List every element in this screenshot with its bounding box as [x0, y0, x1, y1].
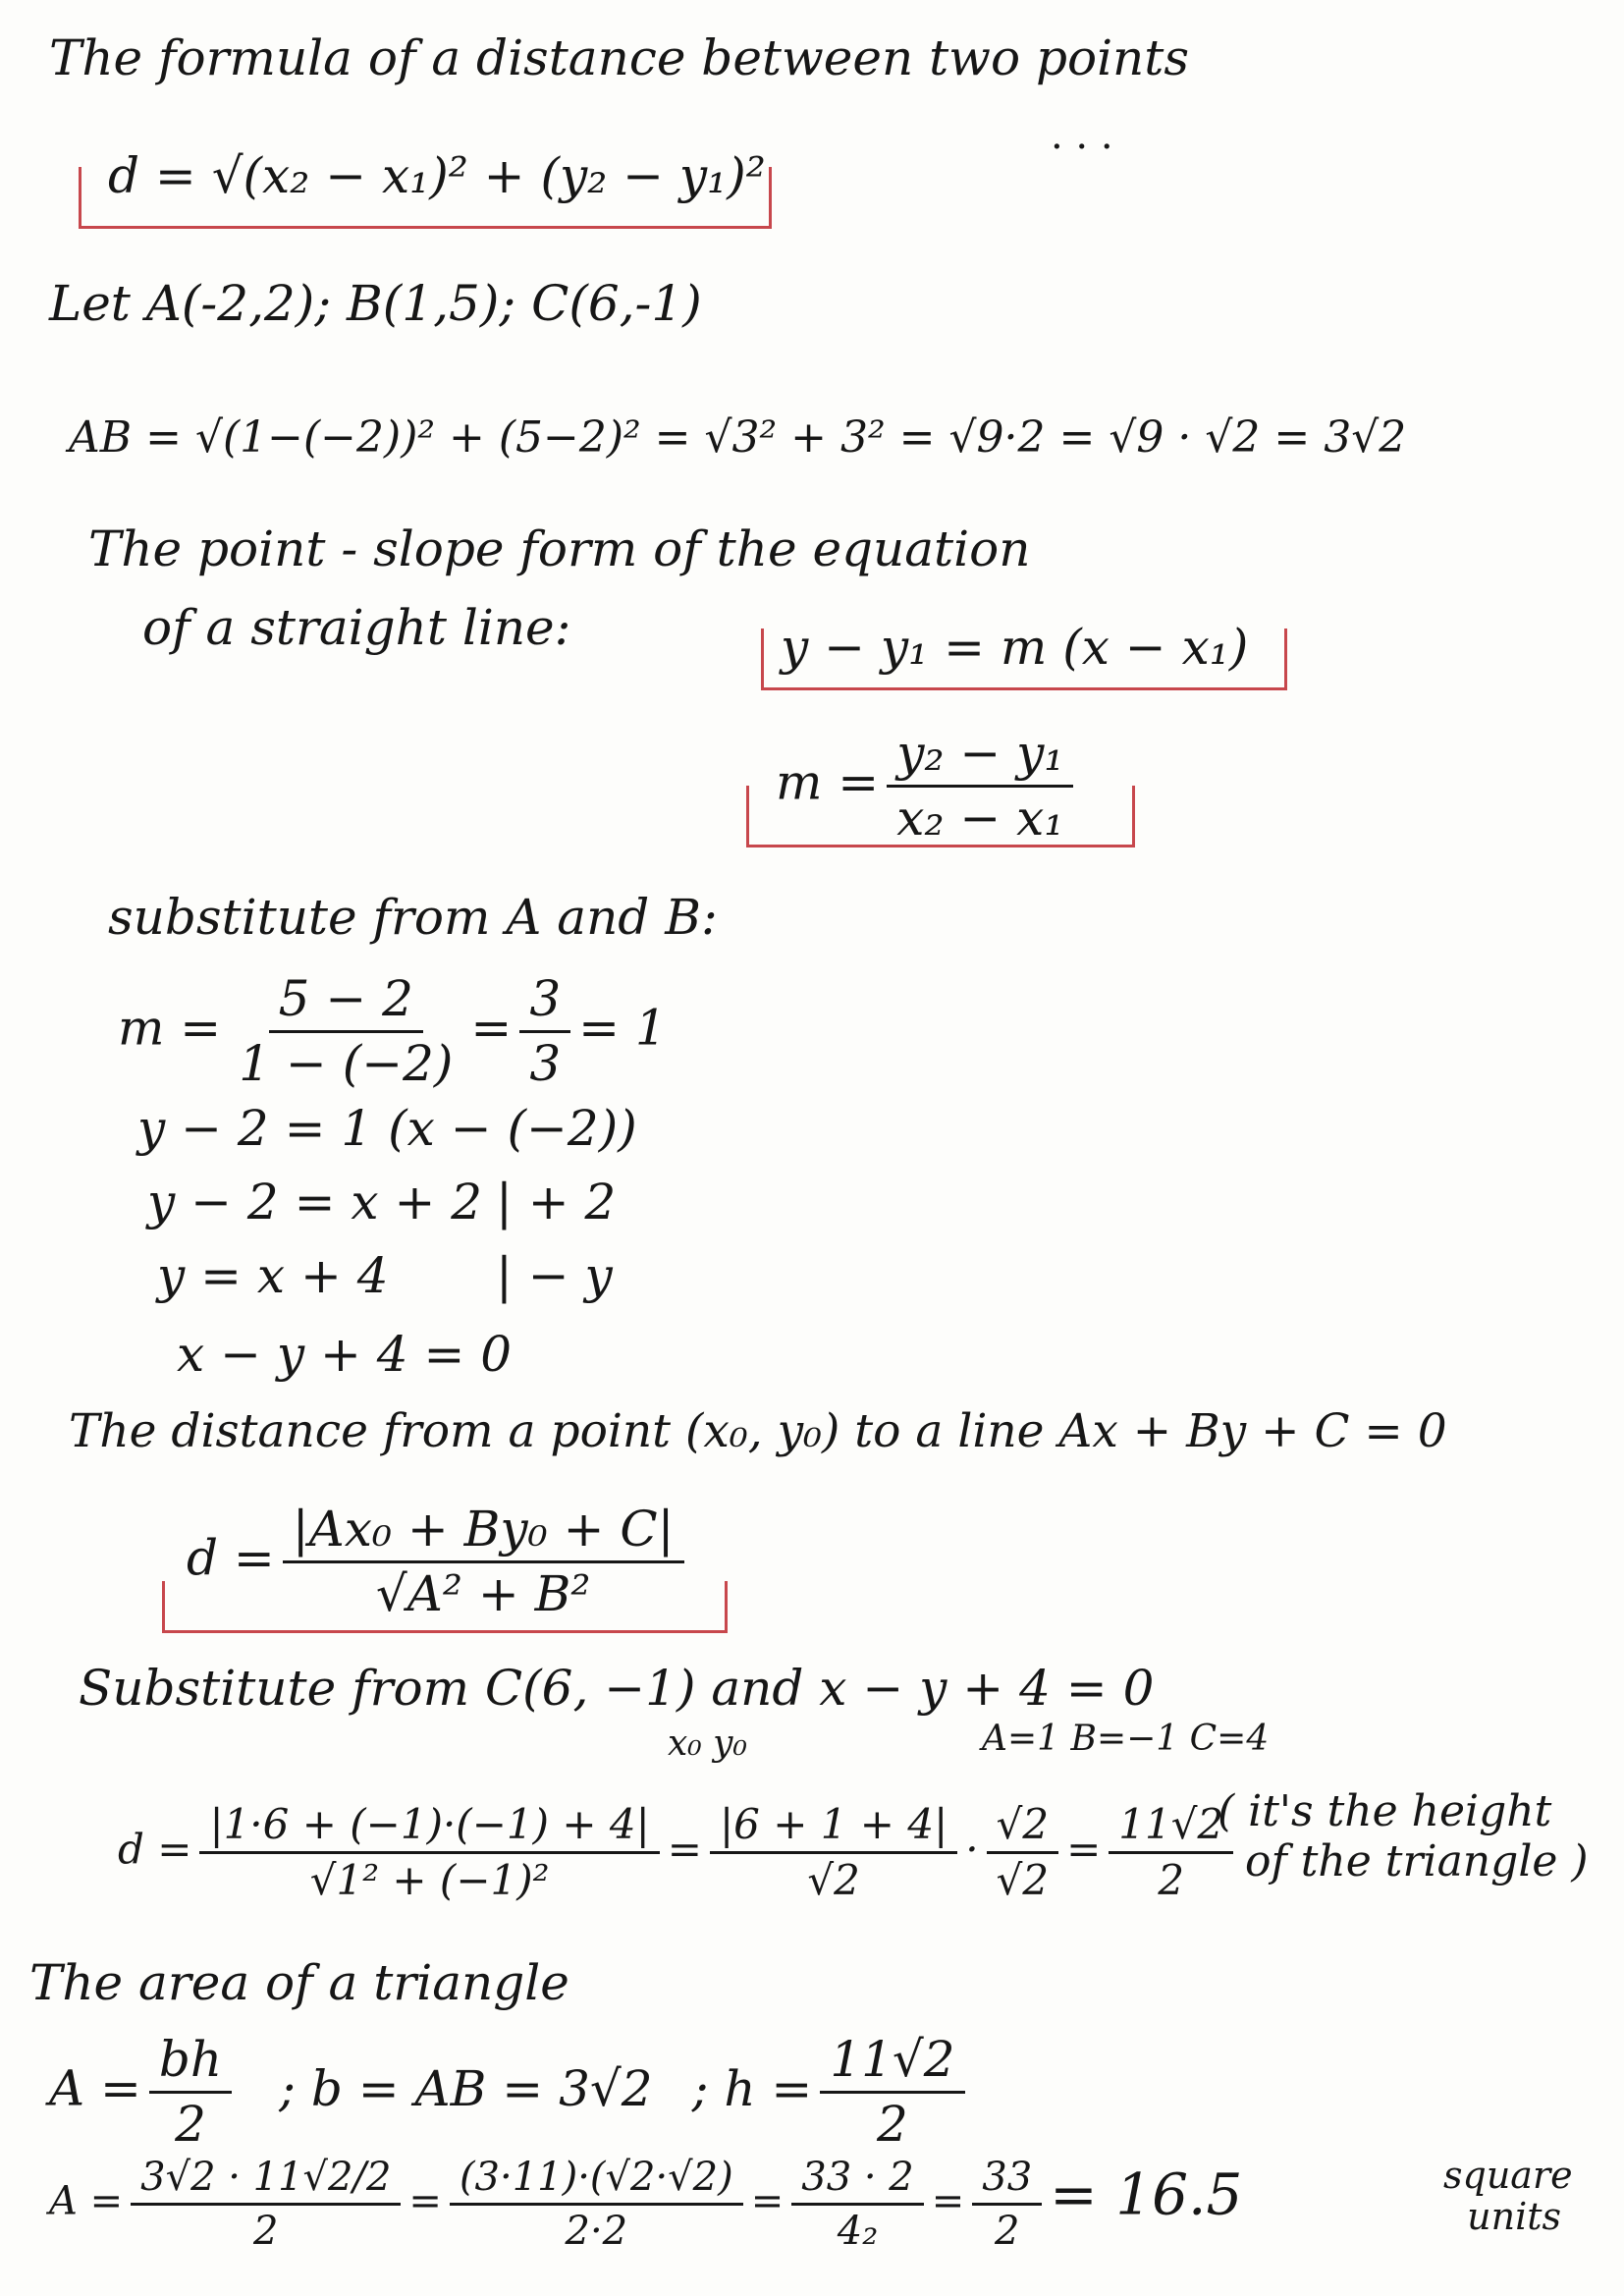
area-calculation — [49, 2156, 1242, 2253]
step-4: x − y + 4 = 0 — [177, 1326, 513, 1383]
m-equals: = — [470, 999, 513, 1057]
m-numerator-1: 5 − 2 — [269, 972, 423, 1033]
area-A-label: A = — [49, 2059, 141, 2117]
sub-labels-abc: A=1 B=−1 C=4 — [982, 1719, 1270, 1759]
highlight-box-dpl — [162, 1581, 728, 1633]
final-equals-1: = — [408, 2178, 442, 2224]
dcalc-fraction-2 — [710, 1802, 957, 1903]
point-slope-formula: y − y₁ = m (x − x₁) — [781, 619, 1249, 676]
highlight-box-distance — [79, 167, 772, 229]
final-numerator-3: 33 · 2 — [791, 2156, 924, 2206]
final-fraction-4 — [972, 2156, 1042, 2253]
area-denominator: 2 — [175, 2096, 206, 2153]
dcalc-numerator-1: |1·6 + (−1)·(−1) + 4| — [199, 1802, 659, 1854]
slope-calculation — [118, 972, 667, 1091]
dcalc-fraction-1 — [199, 1802, 659, 1903]
final-fraction-3 — [791, 2156, 924, 2253]
dcalc-denominator-4: 2 — [1158, 1856, 1185, 1905]
dcalc-fraction-3 — [987, 1802, 1058, 1903]
let-points: Let A(-2,2); B(1,5); C(6,-1) — [49, 275, 702, 332]
final-denominator-1: 2 — [253, 2209, 279, 2254]
area-title: The area of a triangle — [29, 1954, 569, 2011]
m-denominator-1: 1 − (−2) — [239, 1035, 454, 1092]
units-line2: units — [1467, 2194, 1562, 2238]
ab-calculation: AB = √(1−(−2))² + (5−2)² = √3² + 3² = √9·2 = √9 · √2 = 3√2 — [69, 412, 1407, 463]
area-b-value: ; b = AB = 3√2 — [279, 2059, 653, 2117]
final-result: = 16.5 — [1050, 2160, 1243, 2228]
step-3: y = x + 4 — [157, 1247, 389, 1304]
dpl-denominator: √A² + B² — [375, 1565, 591, 1622]
sub-labels-xy: x₀ y₀ — [668, 1723, 747, 1764]
dcalc-d-label: d = — [118, 1825, 192, 1874]
final-A-label: A = — [49, 2178, 124, 2224]
height-note — [1218, 1787, 1589, 1886]
m-result: = 1 — [578, 999, 667, 1057]
dcalc-numerator-4: 11√2 — [1109, 1802, 1233, 1854]
m-label: m = — [118, 999, 222, 1057]
height-note-line2: of the triangle — [1244, 1835, 1558, 1886]
step-2-note: | + 2 — [496, 1174, 617, 1230]
distance-calculation — [118, 1802, 1241, 1903]
point-slope-title-line1: The point - slope form of the equation — [88, 520, 1031, 577]
m-fraction-2 — [519, 972, 570, 1091]
point-slope-title-line2: of a straight line: — [142, 599, 571, 656]
slope-numerator: y₂ − y₁ — [887, 727, 1073, 788]
area-h-numerator: 11√2 — [820, 2033, 964, 2094]
height-note-text: ( it's the height of the triangle ) — [1218, 1786, 1589, 1886]
units-line1: square — [1443, 2154, 1573, 2197]
final-numerator-1: 3√2 · 11√2/2 — [131, 2156, 401, 2206]
area-formula-row — [49, 2033, 973, 2152]
final-fraction-2 — [450, 2156, 743, 2253]
dcalc-numerator-2: |6 + 1 + 4| — [710, 1802, 957, 1854]
dcalc-equals-1: = — [667, 1825, 702, 1874]
final-equals-3: = — [931, 2178, 965, 2224]
final-fraction-1 — [131, 2156, 401, 2253]
substitute-c: Substitute from C(6, −1) and x − y + 4 = 0 — [79, 1660, 1155, 1717]
final-numerator-2: (3·11)·(√2·√2) — [450, 2156, 743, 2206]
dcalc-fraction-4 — [1109, 1802, 1233, 1903]
final-numerator-4: 33 — [972, 2156, 1042, 2206]
dcalc-denominator-3: √2 — [996, 1856, 1050, 1905]
units-note — [1443, 2156, 1573, 2238]
substitute-a-b: substitute from A and B: — [108, 889, 718, 946]
highlight-box-slope — [746, 786, 1135, 847]
dpl-d-label: d = — [187, 1529, 275, 1587]
distance-point-line-title: The distance from a point (x₀, y₀) to a line Ax + By + C = 0 — [69, 1404, 1447, 1458]
highlight-box-point-slope — [761, 629, 1287, 690]
step-1: y − 2 = 1 (x − (−2)) — [137, 1100, 637, 1157]
area-h-fraction — [820, 2033, 964, 2152]
height-note-line1: it's the height — [1248, 1786, 1552, 1836]
step-2: y − 2 = x + 2 — [147, 1174, 483, 1230]
final-equals-2: = — [750, 2178, 785, 2224]
m-denominator-2: 3 — [529, 1035, 562, 1092]
dpl-numerator: |Ax₀ + By₀ + C| — [283, 1503, 684, 1563]
area-h-label: ; h = — [691, 2059, 813, 2117]
m-numerator-2: 3 — [519, 972, 570, 1033]
area-fraction — [149, 2033, 232, 2152]
area-numerator: bh — [149, 2033, 232, 2094]
decorative-dots: . . . — [1051, 113, 1113, 158]
final-denominator-3: 4₂ — [837, 2209, 879, 2254]
dcalc-denominator-1: √1² + (−1)² — [309, 1856, 550, 1905]
distance-formula: d = √(x₂ − x₁)² + (y₂ − y₁)² — [108, 147, 766, 204]
title-distance-formula: The formula of a distance between two points — [49, 29, 1190, 86]
dcalc-denominator-2: √2 — [807, 1856, 860, 1905]
final-denominator-4: 2 — [994, 2209, 1020, 2254]
dcalc-numerator-3: √2 — [987, 1802, 1058, 1854]
final-denominator-2: 2·2 — [565, 2209, 628, 2254]
step-3-note: | − y — [496, 1247, 613, 1304]
slope-m-label: m = — [776, 753, 880, 811]
units-text — [1443, 2156, 1573, 2238]
m-fraction-1 — [229, 972, 462, 1091]
dcalc-equals-2: = — [1066, 1825, 1102, 1874]
area-h-denominator: 2 — [877, 2096, 908, 2153]
slope-denominator: x₂ − x₁ — [896, 790, 1064, 847]
dcalc-dot: · — [965, 1825, 979, 1874]
